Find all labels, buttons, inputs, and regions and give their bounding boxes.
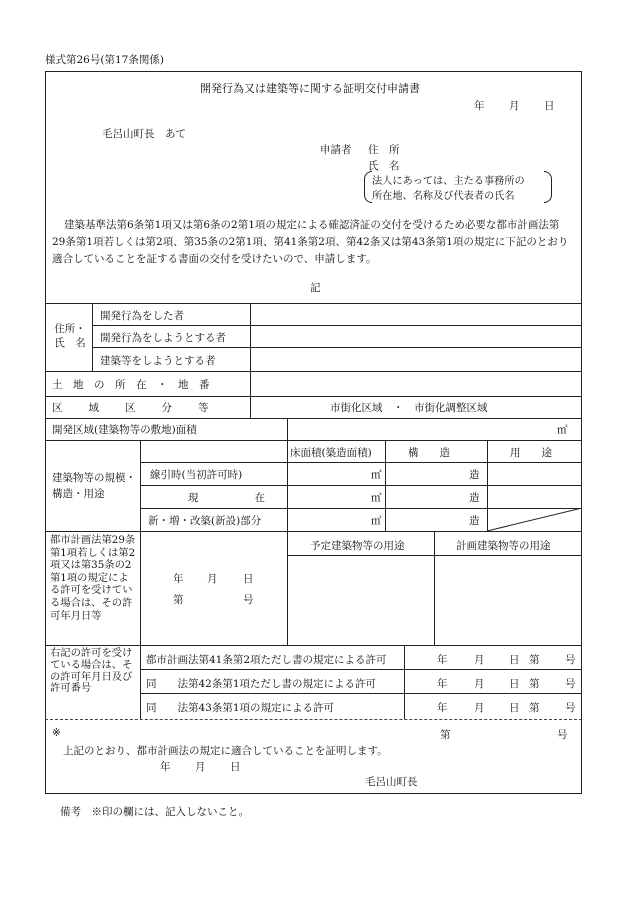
land-location-label: 土地の所在・地番	[52, 379, 220, 391]
permit42-row: 同 法第42条第1項ただし書の規定による許可	[146, 678, 377, 690]
permit43-row: 同 法第43条第1項の規定による許可	[146, 702, 335, 714]
applicant-label: 申請者	[320, 144, 352, 156]
header-year: 年	[474, 100, 485, 112]
header-day: 日	[544, 100, 555, 112]
col-planned-use: 予定建築物等の用途	[310, 540, 405, 552]
certify-mark: ※	[52, 727, 61, 739]
party-developer-planned: 開発行為をしようとする者	[100, 332, 226, 344]
ki-mark: 記	[310, 282, 321, 294]
building-label: 建築物等の規模・構造・用途	[52, 472, 136, 500]
certify-text: 上記のとおり、都市計画法の規定に適合していることを証明します。	[63, 745, 388, 757]
area-unit: ㎡	[557, 424, 568, 436]
permit29-label: 都市計画法第29条第1項若しくは第2項又は第35条の2第1項の規定による許可を受けている場合は、その許可年月日等	[50, 534, 136, 622]
header-month: 月	[509, 100, 520, 112]
zone-options: 市街化区域 ・ 市街化調整区域	[330, 402, 488, 414]
permit-other-label: 右記の許可を受けている場合は、その許可年月日及び許可番号	[50, 647, 133, 695]
certify-signer: 毛呂山町長	[365, 776, 418, 788]
area-label: 開発区域(建築物等の敷地)面積	[52, 424, 197, 436]
row-new: 新・増・改築(新設)部分	[148, 515, 262, 527]
col-floor-area: 床面積(築造面積)	[290, 447, 372, 459]
party-builder: 建築等をしようとする者	[100, 355, 216, 367]
row-senbiki: 線引時(当初許可時)	[150, 469, 243, 481]
col-plan-use: 計画建築物等の用途	[456, 540, 551, 552]
diagonal-line	[487, 508, 582, 531]
row-current: 現在	[188, 492, 321, 504]
remarks: 備考 ※印の欄には、記入しないこと。	[60, 806, 249, 818]
corporate-note: 法人にあっては、主たる事務所の 所在地、名称及び代表者の氏名	[364, 171, 552, 203]
zone-label: 区域区分等	[52, 402, 235, 414]
application-text: 建築基準法第6条第1項又は第6条の2第1項の規定による確認済証の交付を受けるため必要な都市計画法第29条第1項若しくは第2項、第35条の2第1項、第41条第2項、第42条又は第43条第1項の規定に下記のとおり適合していることを証する書面の交付を受けたいので、申請します。	[52, 219, 569, 265]
address-label: 住 所	[368, 144, 400, 156]
addressee: 毛呂山町長 あて	[102, 128, 186, 140]
permit41-row: 都市計画法第41条第2項ただし書の規定による許可	[146, 654, 387, 666]
form-id: 様式第26号(第17条関係)	[45, 54, 164, 66]
party-developer-done: 開発行為をした者	[100, 310, 184, 322]
form-title: 開発行為又は建築等に関する証明交付申請書	[200, 82, 420, 95]
col-structure: 構 造	[408, 447, 450, 459]
col-use: 用 途	[510, 447, 552, 459]
name-label: 氏 名	[368, 160, 400, 172]
address-name-label: 住所・氏 名	[54, 323, 86, 349]
